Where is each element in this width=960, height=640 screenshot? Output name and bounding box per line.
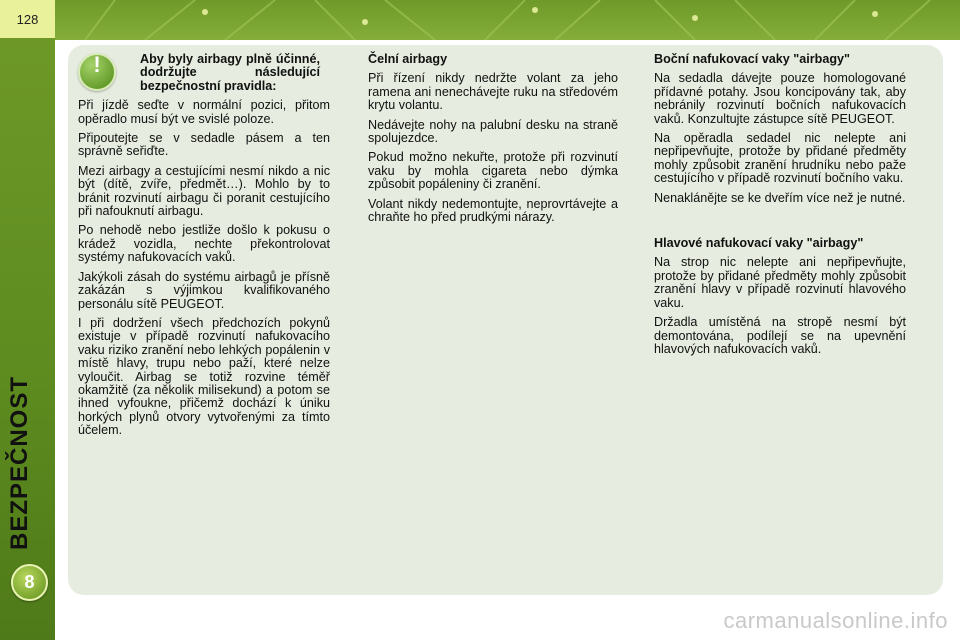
- paragraph: Při řízení nikdy nedržte volant za jeho ramena ani nenechávejte ruku na středovém krytu volantu.: [368, 71, 618, 113]
- heading-head-airbags: Hlavové nafukovací vaky "airbagy": [654, 236, 864, 251]
- header-pattern: [55, 0, 960, 40]
- paragraph: Nenaklánějte se ke dveřím více než je nutné.: [654, 190, 906, 205]
- paragraph: Mezi airbagy a cestujícími nesmí nikdo a nic být (dítě, zvíře, předmět…). Mohlo by to bránit rozvinutí airbagu či poranit cestujícího při nafouknutí airbagu.: [78, 163, 330, 219]
- column-front-airbags: [368, 53, 618, 230]
- paragraph: Na strop nic nelepte ani nepřipevňujte, protože by přidané předměty mohly způsobit zranění hlavy v případě rozvinutí hlavového vaku.: [654, 255, 906, 310]
- warning-block: [78, 53, 330, 93]
- chapter-badge: 8: [11, 564, 48, 601]
- paragraph: Volant nikdy nedemontujte, neprovrtávejte a chraňte ho před prudkými nárazy.: [368, 196, 618, 225]
- paragraph: Pokud možno nekuřte, protože při rozvinutí vaku by mohla cigareta nebo dýmka způsobit popáleniny či zranění.: [368, 150, 618, 192]
- paragraph: Po nehodě nebo jestliže došlo k pokusu o krádež vozidla, nechte překontrolovat systémy nafukovacích vaků.: [78, 223, 330, 265]
- warning-title: Aby byly airbagy plně účinné, dodržujte následující bezpečnostní pravidla:: [140, 52, 320, 93]
- column-side-head-airbags: [654, 53, 906, 362]
- paragraph: Na sedadla dávejte pouze homologované přídavné potahy. Jsou koncipovány tak, aby nebránily rozvinutí bočních nafukovacích vaků. Konzultujte zástupce sítě PEUGEOT.: [654, 71, 906, 126]
- header-pattern-icon: [55, 0, 960, 40]
- column-warnings: [78, 53, 330, 444]
- page-number: 128: [0, 0, 55, 38]
- paragraph: Na opěradla sedadel nic nelepte ani nepřipevňujte, protože by přidané předměty mohly způsobit zranění hrudníku nebo paže cestujícího v případě rozvinutí bočního vaku.: [654, 131, 906, 186]
- paragraph: Držadla umístěná na stropě nesmí být demontována, podílejí se na upevnění hlavových nafukovacích vaků.: [654, 315, 906, 356]
- section-spacer: [654, 211, 906, 237]
- heading-side-airbags: Boční nafukovací vaky "airbagy": [654, 52, 851, 66]
- paragraph: Připoutejte se v sedadle pásem a ten správně seřiďte.: [78, 131, 330, 159]
- exclamation-warning-icon: !: [78, 53, 116, 91]
- paragraph: Jakýkoli zásah do systému airbagů je přísně zakázán s výjimkou kvalifikovaného personálu sítě PEUGEOT.: [78, 269, 330, 311]
- heading-front-airbags: Čelní airbagy: [368, 52, 448, 66]
- paragraph: Nedávejte nohy na palubní desku na straně spolujezdce.: [368, 117, 618, 146]
- paragraph: Při jízdě seďte v normální pozici, přitom opěradlo musí být ve svislé poloze.: [78, 98, 330, 126]
- section-title: BEZPEČNOST: [6, 375, 33, 550]
- paragraph: I při dodržení všech předchozích pokynů existuje v případě rozvinutí nafukovacího vaku riziko zranění nebo lehkých popálenin v místě hlavy, trupu nebo paží, které nelze vyloučit. Airbag se totiž rozvine téměř okamžitě (za několik milisekund) a potom se ihned vyfoukne, přičemž dochází k úniku horkých plynů otvory vytvořenými za tímto účelem.: [78, 315, 330, 438]
- watermark: carmanualsonline.info: [723, 608, 948, 633]
